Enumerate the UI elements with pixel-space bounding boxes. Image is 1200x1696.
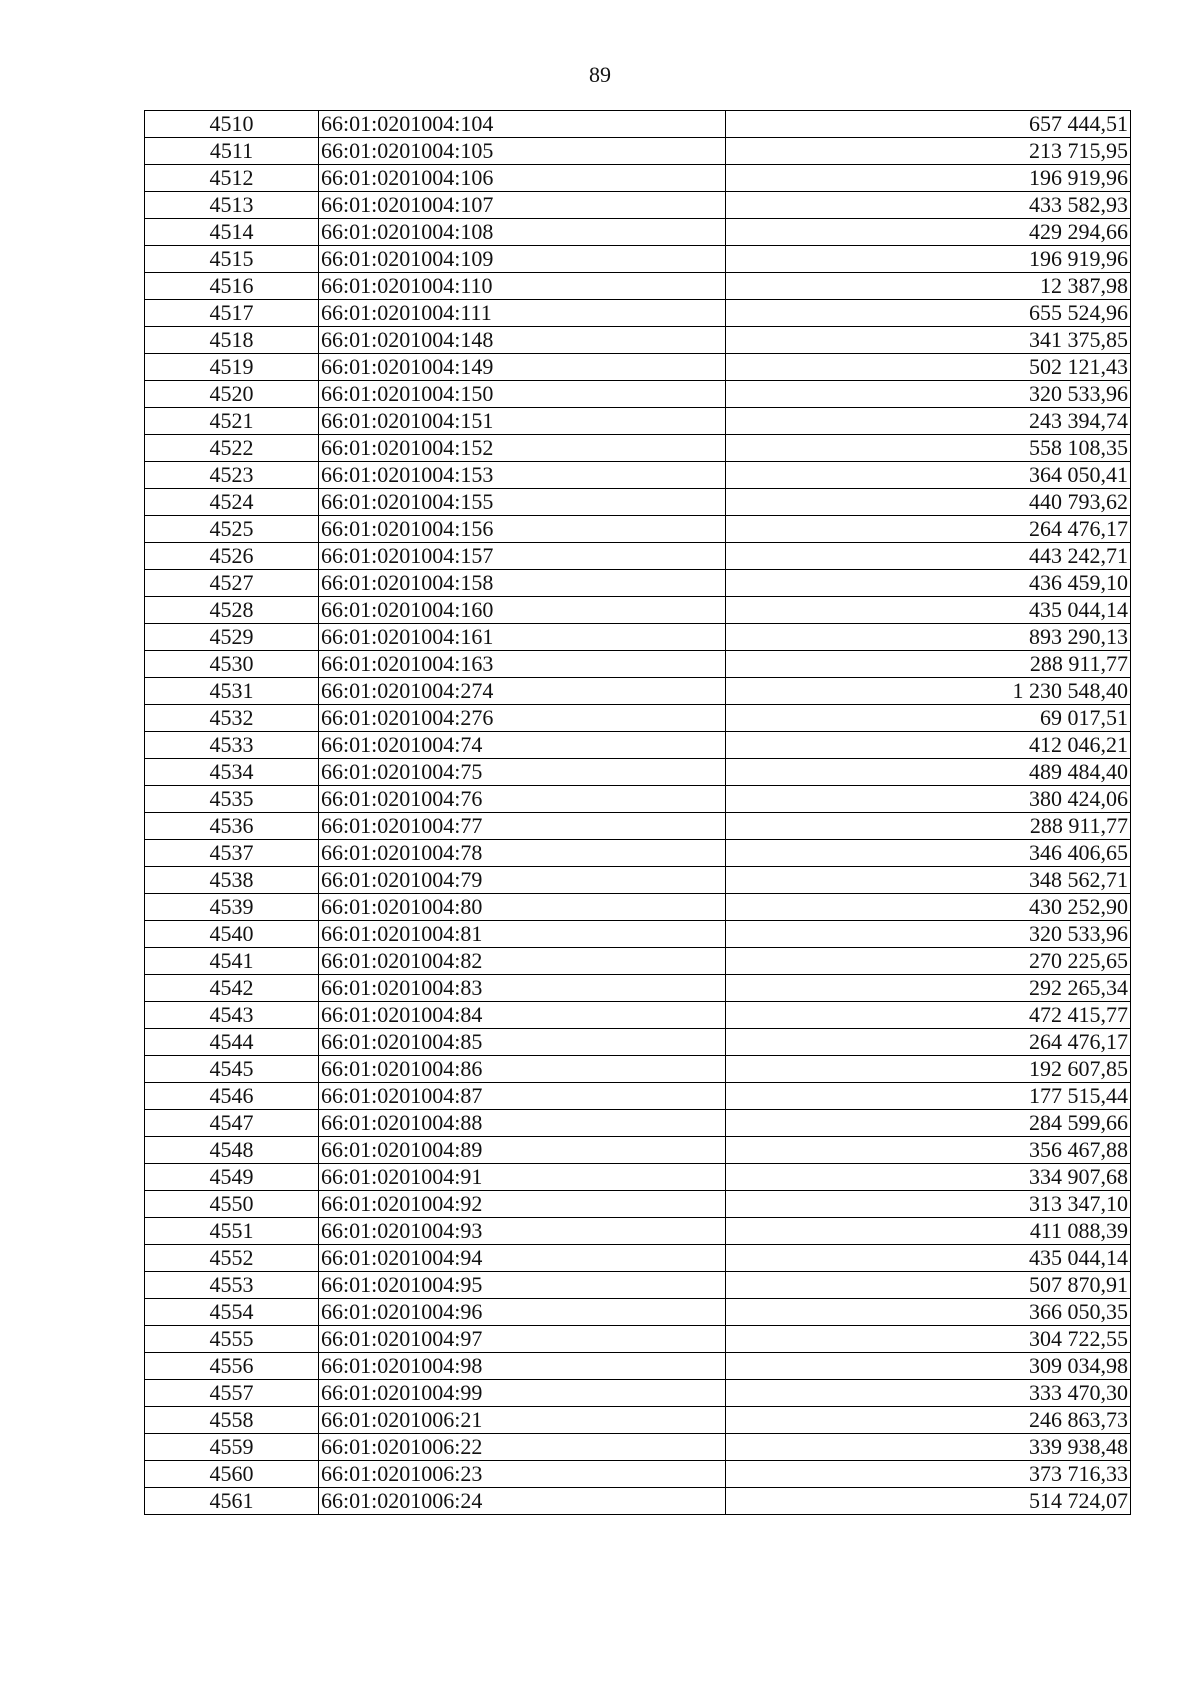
cadastral-number-cell: 66:01:0201004:108 (319, 219, 726, 246)
value-cell: 514 724,07 (726, 1488, 1131, 1515)
cadastral-number-cell: 66:01:0201004:156 (319, 516, 726, 543)
value-cell: 430 252,90 (726, 894, 1131, 921)
value-cell: 366 050,35 (726, 1299, 1131, 1326)
table-row (145, 1353, 1131, 1380)
row-number-cell: 4552 (145, 1245, 319, 1272)
cadastral-number-cell: 66:01:0201004:110 (319, 273, 726, 300)
value-cell: 292 265,34 (726, 975, 1131, 1002)
cadastral-number-cell: 66:01:0201004:78 (319, 840, 726, 867)
value-cell: 192 607,85 (726, 1056, 1131, 1083)
row-number-cell: 4510 (145, 111, 319, 138)
value-cell: 507 870,91 (726, 1272, 1131, 1299)
table-row (145, 516, 1131, 543)
value-cell: 264 476,17 (726, 1029, 1131, 1056)
table-row (145, 489, 1131, 516)
value-cell: 288 911,77 (726, 813, 1131, 840)
value-cell: 373 716,33 (726, 1461, 1131, 1488)
table-row (145, 597, 1131, 624)
table-row (145, 192, 1131, 219)
row-number-cell: 4531 (145, 678, 319, 705)
row-number-cell: 4553 (145, 1272, 319, 1299)
cadastral-number-cell: 66:01:0201004:81 (319, 921, 726, 948)
cadastral-number-cell: 66:01:0201004:160 (319, 597, 726, 624)
table-row (145, 219, 1131, 246)
table-row (145, 327, 1131, 354)
cadastral-number-cell: 66:01:0201004:150 (319, 381, 726, 408)
row-number-cell: 4560 (145, 1461, 319, 1488)
row-number-cell: 4557 (145, 1380, 319, 1407)
table-row (145, 867, 1131, 894)
row-number-cell: 4546 (145, 1083, 319, 1110)
row-number-cell: 4528 (145, 597, 319, 624)
cadastral-number-cell: 66:01:0201004:91 (319, 1164, 726, 1191)
row-number-cell: 4548 (145, 1137, 319, 1164)
value-cell: 264 476,17 (726, 516, 1131, 543)
row-number-cell: 4534 (145, 759, 319, 786)
table-row (145, 300, 1131, 327)
cadastral-number-cell: 66:01:0201004:82 (319, 948, 726, 975)
table-row (145, 1002, 1131, 1029)
value-cell: 429 294,66 (726, 219, 1131, 246)
row-number-cell: 4550 (145, 1191, 319, 1218)
table-row (145, 354, 1131, 381)
cadastral-number-cell: 66:01:0201004:276 (319, 705, 726, 732)
cadastral-number-cell: 66:01:0201004:106 (319, 165, 726, 192)
row-number-cell: 4523 (145, 462, 319, 489)
value-cell: 502 121,43 (726, 354, 1131, 381)
row-number-cell: 4520 (145, 381, 319, 408)
value-cell: 196 919,96 (726, 165, 1131, 192)
table-row (145, 732, 1131, 759)
row-number-cell: 4537 (145, 840, 319, 867)
row-number-cell: 4532 (145, 705, 319, 732)
cadastral-number-cell: 66:01:0201004:93 (319, 1218, 726, 1245)
table-row (145, 948, 1131, 975)
table-row (145, 246, 1131, 273)
cadastral-number-cell: 66:01:0201004:94 (319, 1245, 726, 1272)
value-cell: 334 907,68 (726, 1164, 1131, 1191)
cadastral-number-cell: 66:01:0201004:105 (319, 138, 726, 165)
table-row (145, 1218, 1131, 1245)
row-number-cell: 4536 (145, 813, 319, 840)
row-number-cell: 4561 (145, 1488, 319, 1515)
cadastral-number-cell: 66:01:0201004:83 (319, 975, 726, 1002)
value-cell: 69 017,51 (726, 705, 1131, 732)
value-cell: 320 533,96 (726, 381, 1131, 408)
cadastral-number-cell: 66:01:0201004:86 (319, 1056, 726, 1083)
row-number-cell: 4549 (145, 1164, 319, 1191)
value-cell: 657 444,51 (726, 111, 1131, 138)
value-cell: 443 242,71 (726, 543, 1131, 570)
cadastral-number-cell: 66:01:0201004:84 (319, 1002, 726, 1029)
table-row (145, 111, 1131, 138)
table-row (145, 1299, 1131, 1326)
cadastral-number-cell: 66:01:0201004:77 (319, 813, 726, 840)
cadastral-number-cell: 66:01:0201004:109 (319, 246, 726, 273)
value-cell: 435 044,14 (726, 597, 1131, 624)
row-number-cell: 4542 (145, 975, 319, 1002)
value-cell: 12 387,98 (726, 273, 1131, 300)
cadastral-number-cell: 66:01:0201004:158 (319, 570, 726, 597)
row-number-cell: 4539 (145, 894, 319, 921)
row-number-cell: 4522 (145, 435, 319, 462)
row-number-cell: 4551 (145, 1218, 319, 1245)
value-cell: 243 394,74 (726, 408, 1131, 435)
cadastral-number-cell: 66:01:0201004:88 (319, 1110, 726, 1137)
cadastral-number-cell: 66:01:0201004:85 (319, 1029, 726, 1056)
value-cell: 270 225,65 (726, 948, 1131, 975)
value-cell: 411 088,39 (726, 1218, 1131, 1245)
cadastral-number-cell: 66:01:0201004:152 (319, 435, 726, 462)
table-row (145, 975, 1131, 1002)
cadastral-number-cell: 66:01:0201004:274 (319, 678, 726, 705)
row-number-cell: 4543 (145, 1002, 319, 1029)
cadastral-number-cell: 66:01:0201004:153 (319, 462, 726, 489)
row-number-cell: 4512 (145, 165, 319, 192)
row-number-cell: 4555 (145, 1326, 319, 1353)
row-number-cell: 4544 (145, 1029, 319, 1056)
cadastral-number-cell: 66:01:0201006:22 (319, 1434, 726, 1461)
row-number-cell: 4519 (145, 354, 319, 381)
row-number-cell: 4524 (145, 489, 319, 516)
value-cell: 341 375,85 (726, 327, 1131, 354)
row-number-cell: 4529 (145, 624, 319, 651)
value-cell: 1 230 548,40 (726, 678, 1131, 705)
table-row (145, 435, 1131, 462)
table-row (145, 921, 1131, 948)
table-row (145, 381, 1131, 408)
cadastral-number-cell: 66:01:0201004:76 (319, 786, 726, 813)
value-cell: 320 533,96 (726, 921, 1131, 948)
cadastral-number-cell: 66:01:0201004:149 (319, 354, 726, 381)
value-cell: 558 108,35 (726, 435, 1131, 462)
cadastral-number-cell: 66:01:0201004:157 (319, 543, 726, 570)
table-row (145, 1461, 1131, 1488)
table-row (145, 651, 1131, 678)
cadastral-number-cell: 66:01:0201004:87 (319, 1083, 726, 1110)
table-row (145, 1407, 1131, 1434)
value-cell: 288 911,77 (726, 651, 1131, 678)
cadastral-number-cell: 66:01:0201006:24 (319, 1488, 726, 1515)
table-row (145, 786, 1131, 813)
table-row (145, 894, 1131, 921)
table-row (145, 705, 1131, 732)
row-number-cell: 4540 (145, 921, 319, 948)
cadastral-number-cell: 66:01:0201004:99 (319, 1380, 726, 1407)
table-row (145, 1029, 1131, 1056)
row-number-cell: 4518 (145, 327, 319, 354)
table-row (145, 1488, 1131, 1515)
value-cell: 893 290,13 (726, 624, 1131, 651)
cadastral-number-cell: 66:01:0201004:89 (319, 1137, 726, 1164)
row-number-cell: 4530 (145, 651, 319, 678)
cadastral-number-cell: 66:01:0201004:148 (319, 327, 726, 354)
cadastral-number-cell: 66:01:0201004:74 (319, 732, 726, 759)
table-row (145, 543, 1131, 570)
row-number-cell: 4517 (145, 300, 319, 327)
table-row (145, 570, 1131, 597)
value-cell: 364 050,41 (726, 462, 1131, 489)
table-row (145, 1326, 1131, 1353)
cadastral-number-cell: 66:01:0201004:79 (319, 867, 726, 894)
cadastral-number-cell: 66:01:0201004:97 (319, 1326, 726, 1353)
row-number-cell: 4541 (145, 948, 319, 975)
row-number-cell: 4515 (145, 246, 319, 273)
row-number-cell: 4521 (145, 408, 319, 435)
table-row (145, 1083, 1131, 1110)
row-number-cell: 4538 (145, 867, 319, 894)
table-row (145, 165, 1131, 192)
table-row (145, 813, 1131, 840)
value-cell: 304 722,55 (726, 1326, 1131, 1353)
table-row (145, 759, 1131, 786)
row-number-cell: 4533 (145, 732, 319, 759)
row-number-cell: 4526 (145, 543, 319, 570)
value-cell: 412 046,21 (726, 732, 1131, 759)
row-number-cell: 4525 (145, 516, 319, 543)
row-number-cell: 4513 (145, 192, 319, 219)
value-cell: 356 467,88 (726, 1137, 1131, 1164)
value-cell: 309 034,98 (726, 1353, 1131, 1380)
cadastral-number-cell: 66:01:0201004:96 (319, 1299, 726, 1326)
value-cell: 313 347,10 (726, 1191, 1131, 1218)
row-number-cell: 4511 (145, 138, 319, 165)
value-cell: 333 470,30 (726, 1380, 1131, 1407)
table-row (145, 408, 1131, 435)
table-row (145, 1272, 1131, 1299)
row-number-cell: 4535 (145, 786, 319, 813)
table-row (145, 1164, 1131, 1191)
value-cell: 196 919,96 (726, 246, 1131, 273)
cadastral-number-cell: 66:01:0201004:163 (319, 651, 726, 678)
page-number: 89 (589, 62, 611, 87)
table-row (145, 1110, 1131, 1137)
row-number-cell: 4554 (145, 1299, 319, 1326)
row-number-cell: 4514 (145, 219, 319, 246)
cadastral-number-cell: 66:01:0201004:161 (319, 624, 726, 651)
row-number-cell: 4545 (145, 1056, 319, 1083)
cadastral-number-cell: 66:01:0201004:111 (319, 300, 726, 327)
row-number-cell: 4556 (145, 1353, 319, 1380)
table-row (145, 840, 1131, 867)
value-cell: 655 524,96 (726, 300, 1131, 327)
table-row (145, 1434, 1131, 1461)
value-cell: 246 863,73 (726, 1407, 1131, 1434)
cadastral-number-cell: 66:01:0201004:151 (319, 408, 726, 435)
table-row (145, 1380, 1131, 1407)
table-row (145, 138, 1131, 165)
cadastral-number-cell: 66:01:0201004:155 (319, 489, 726, 516)
table-row (145, 1056, 1131, 1083)
value-cell: 346 406,65 (726, 840, 1131, 867)
row-number-cell: 4558 (145, 1407, 319, 1434)
table-row (145, 1191, 1131, 1218)
table-row (145, 678, 1131, 705)
registry-table (144, 110, 1131, 1515)
value-cell: 213 715,95 (726, 138, 1131, 165)
cadastral-number-cell: 66:01:0201004:95 (319, 1272, 726, 1299)
value-cell: 348 562,71 (726, 867, 1131, 894)
table-row (145, 1245, 1131, 1272)
cadastral-number-cell: 66:01:0201006:21 (319, 1407, 726, 1434)
row-number-cell: 4547 (145, 1110, 319, 1137)
value-cell: 284 599,66 (726, 1110, 1131, 1137)
value-cell: 435 044,14 (726, 1245, 1131, 1272)
value-cell: 489 484,40 (726, 759, 1131, 786)
row-number-cell: 4527 (145, 570, 319, 597)
row-number-cell: 4559 (145, 1434, 319, 1461)
table-row (145, 1137, 1131, 1164)
cadastral-number-cell: 66:01:0201004:80 (319, 894, 726, 921)
cadastral-number-cell: 66:01:0201004:92 (319, 1191, 726, 1218)
cadastral-number-cell: 66:01:0201004:104 (319, 111, 726, 138)
value-cell: 380 424,06 (726, 786, 1131, 813)
value-cell: 440 793,62 (726, 489, 1131, 516)
value-cell: 177 515,44 (726, 1083, 1131, 1110)
value-cell: 472 415,77 (726, 1002, 1131, 1029)
registry-table-body (145, 111, 1131, 1515)
table-row (145, 624, 1131, 651)
row-number-cell: 4516 (145, 273, 319, 300)
cadastral-number-cell: 66:01:0201004:107 (319, 192, 726, 219)
table-row (145, 462, 1131, 489)
value-cell: 436 459,10 (726, 570, 1131, 597)
value-cell: 339 938,48 (726, 1434, 1131, 1461)
table-row (145, 273, 1131, 300)
cadastral-number-cell: 66:01:0201006:23 (319, 1461, 726, 1488)
cadastral-number-cell: 66:01:0201004:75 (319, 759, 726, 786)
value-cell: 433 582,93 (726, 192, 1131, 219)
cadastral-number-cell: 66:01:0201004:98 (319, 1353, 726, 1380)
